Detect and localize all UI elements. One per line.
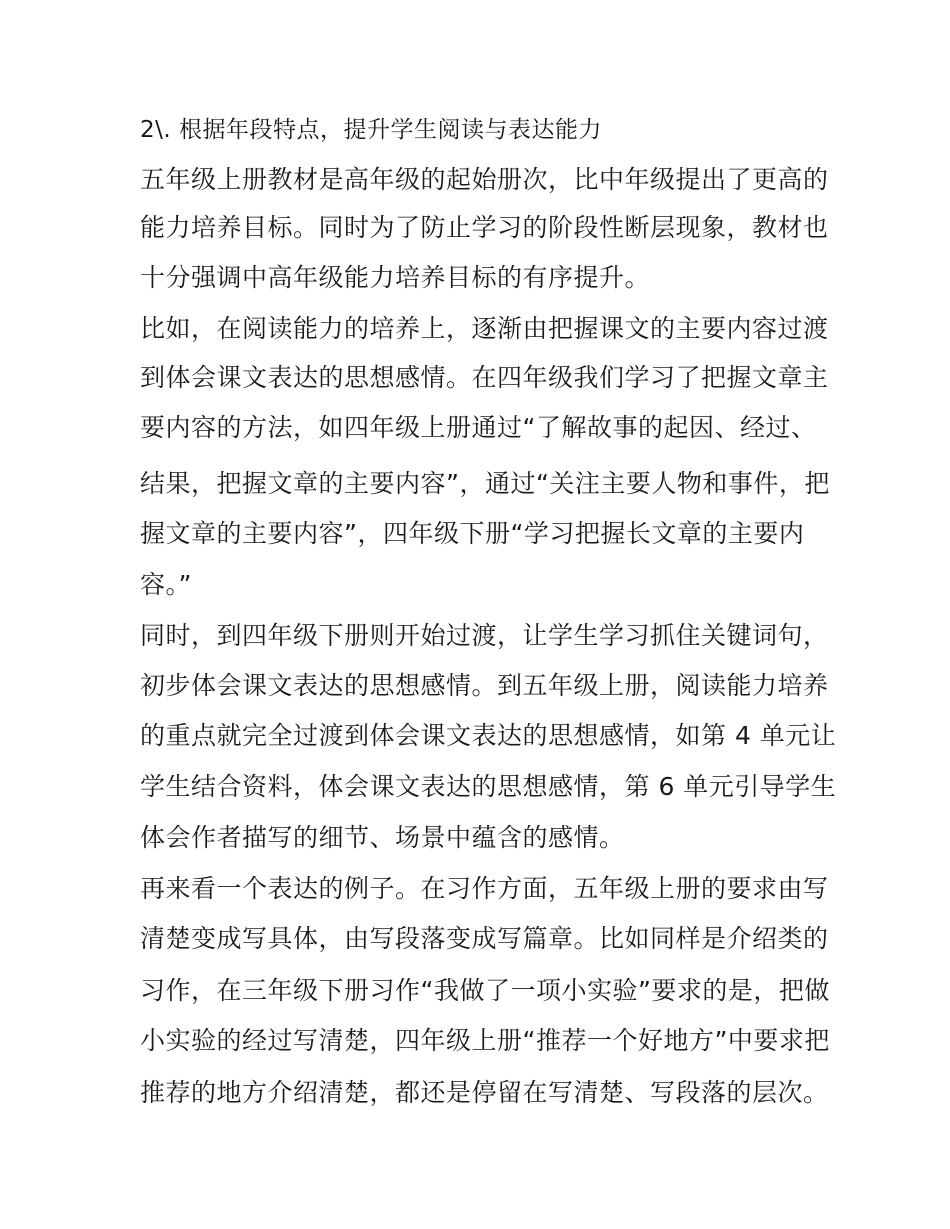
paragraph-2-line-4: 结果，把握文章的主要内容”，通过“关注主要人物和事件，把	[140, 469, 830, 498]
paragraph-3-line-1: 同时，到四年级下册则开始过渡，让学生学习抓住关键词句，	[140, 621, 829, 650]
paragraph-3-line-4: 学生结合资料，体会课文表达的思想感情，第 6 单元引导学生	[140, 772, 837, 801]
paragraph-2-line-5: 握文章的主要内容”，四年级下册“学习把握长文章的主要内	[140, 519, 805, 548]
paragraph-4-line-5: 推荐的地方介绍清楚，都还是停留在写清楚、写段落的层次。	[140, 1078, 829, 1107]
paragraph-1-line-3: 十分强调中高年级能力培养目标的有序提升。	[140, 263, 651, 292]
paragraph-2-line-3: 要内容的方法，如四年级上册通过“了解故事的起因、经过、	[140, 413, 817, 442]
paragraph-3-line-5: 体会作者描写的细节、场景中蕴含的感情。	[140, 823, 625, 852]
paragraph-2-line-6: 容。”	[140, 570, 192, 599]
paragraph-4-line-3: 习作，在三年级下册习作“我做了一项小实验”要求的是，把做	[140, 976, 830, 1005]
paragraph-1-line-2: 能力培养目标。同时为了防止学习的阶段性断层现象，教材也	[140, 213, 829, 242]
paragraph-3-line-3: 的重点就完全过渡到体会课文表达的思想感情，如第 4 单元让	[140, 721, 837, 750]
paragraph-4-line-2: 清楚变成写具体，由写段落变成写篇章。比如同样是介绍类的	[140, 924, 829, 953]
paragraph-2-line-2: 到体会课文表达的思想感情。在四年级我们学习了把握文章主	[140, 363, 829, 392]
section-heading: 2\. 根据年段特点，提升学生阅读与表达能力	[140, 117, 603, 143]
paragraph-4-line-4: 小实验的经过写清楚，四年级上册“推荐一个好地方”中要求把	[140, 1026, 830, 1055]
paragraph-4-line-1: 再来看一个表达的例子。在习作方面，五年级上册的要求由写	[140, 874, 829, 903]
paragraph-2-line-1: 比如，在阅读能力的培养上，逐渐由把握课文的主要内容过渡	[140, 314, 829, 343]
paragraph-3-line-2: 初步体会课文表达的思想感情。到五年级上册，阅读能力培养	[140, 671, 829, 700]
paragraph-1-line-1: 五年级上册教材是高年级的起始册次，比中年级提出了更高的	[140, 165, 829, 194]
